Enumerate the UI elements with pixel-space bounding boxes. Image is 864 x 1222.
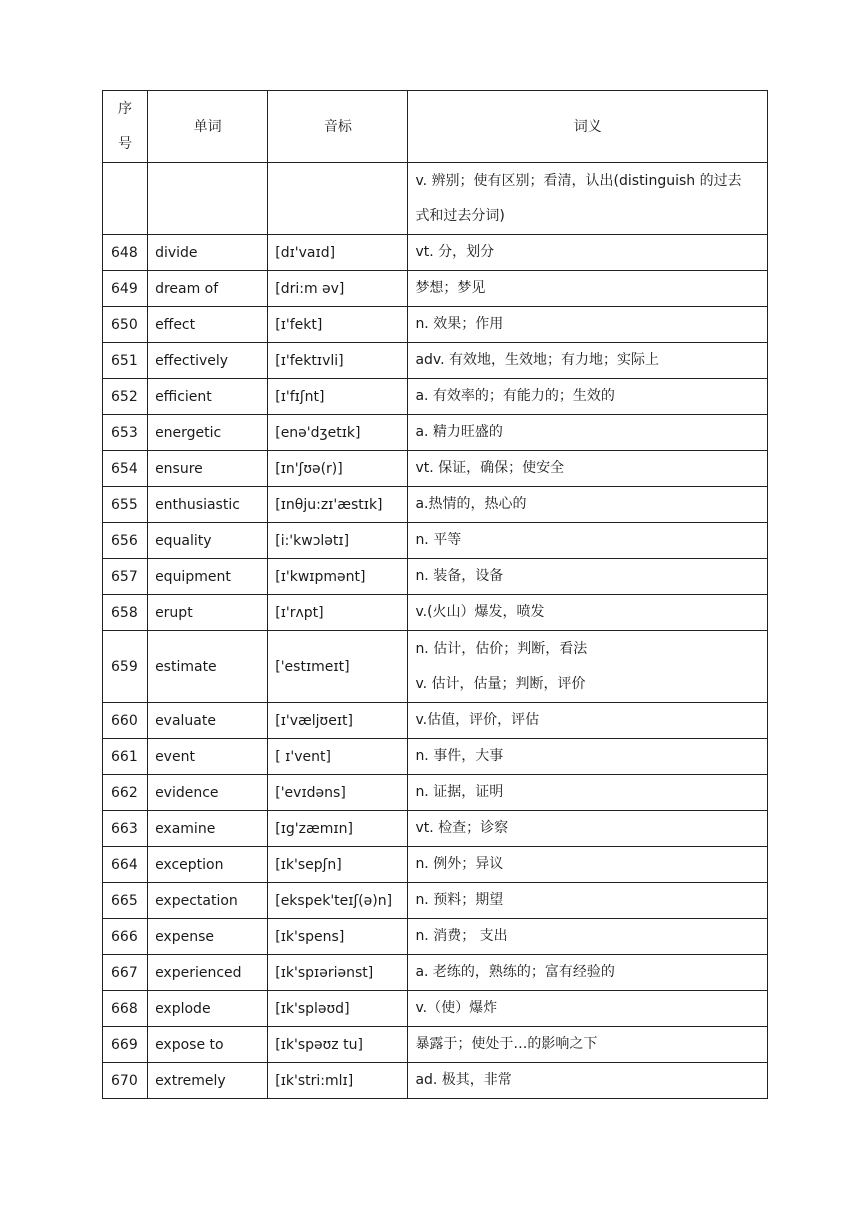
entry-word: equality [148, 523, 268, 559]
entry-word: erupt [148, 595, 268, 631]
entry-meaning [408, 379, 768, 415]
entry-number: 649 [103, 271, 148, 307]
table-row [103, 379, 768, 415]
entry-word: extremely [148, 1063, 268, 1099]
meaning-line: v. 辨别；使有区别；看清，认出(distinguish 的过去 [415, 172, 742, 189]
entry-number: 655 [103, 487, 148, 523]
table-row [103, 451, 768, 487]
header-number-line-2: 号 [118, 135, 133, 152]
entry-phonetic: ['evɪdəns] [268, 775, 408, 811]
entry-meaning [408, 955, 768, 991]
table-row [103, 955, 768, 991]
entry-phonetic [268, 163, 408, 235]
entry-number: 659 [103, 631, 148, 703]
entry-meaning [408, 1027, 768, 1063]
entry-meaning [408, 451, 768, 487]
meaning-line: 暴露于；使处于…的影响之下 [415, 1036, 598, 1052]
entry-phonetic: [ ɪ'vent] [268, 739, 408, 775]
entry-word: exception [148, 847, 268, 883]
entry-phonetic: [ɪk'spləʊd] [268, 991, 408, 1027]
entry-meaning [408, 343, 768, 379]
meaning-line: n. 效果；作用 [415, 316, 504, 332]
meaning-line: n. 消费； 支出 [415, 928, 508, 944]
meaning-line: n. 估计，估价；判断，看法 [415, 640, 588, 657]
table-row [103, 631, 768, 703]
table-row [103, 703, 768, 739]
meaning-line: v. 估计，估量；判断，评价 [415, 675, 586, 692]
table-row [103, 307, 768, 343]
meaning-line: n. 平等 [415, 532, 462, 548]
entry-word: equipment [148, 559, 268, 595]
table-row [103, 883, 768, 919]
entry-word: expense [148, 919, 268, 955]
entry-number: 658 [103, 595, 148, 631]
entry-number: 670 [103, 1063, 148, 1099]
header-meaning: 词义 [408, 91, 768, 163]
table-row [103, 1063, 768, 1099]
entry-number: 667 [103, 955, 148, 991]
table-row [103, 811, 768, 847]
meaning-line: a. 有效率的；有能力的；生效的 [415, 388, 615, 404]
entry-number: 652 [103, 379, 148, 415]
entry-phonetic: [ɪ'rʌpt] [268, 595, 408, 631]
entry-meaning [408, 991, 768, 1027]
entry-phonetic: [ɪnθju:zɪ'æstɪk] [268, 487, 408, 523]
table-row [103, 415, 768, 451]
entry-meaning [408, 559, 768, 595]
meaning-line: n. 事件，大事 [415, 748, 504, 764]
entry-word: examine [148, 811, 268, 847]
entry-meaning [408, 235, 768, 271]
table-header [103, 91, 768, 163]
entry-meaning [408, 523, 768, 559]
entry-number: 648 [103, 235, 148, 271]
entry-phonetic: ['estɪmeɪt] [268, 631, 408, 703]
entry-word: effect [148, 307, 268, 343]
meaning-line: n. 装备，设备 [415, 568, 504, 584]
entry-meaning [408, 883, 768, 919]
table-row [103, 487, 768, 523]
meaning-line: a. 精力旺盛的 [415, 424, 503, 440]
entry-meaning [408, 163, 768, 235]
entry-meaning [408, 811, 768, 847]
entry-meaning [408, 847, 768, 883]
entry-word: dream of [148, 271, 268, 307]
entry-number: 656 [103, 523, 148, 559]
entry-number: 663 [103, 811, 148, 847]
entry-number: 653 [103, 415, 148, 451]
entry-meaning [408, 595, 768, 631]
entry-number: 654 [103, 451, 148, 487]
meaning-line: v.估值，评价，评估 [415, 712, 540, 728]
entry-phonetic: [ɪ'fɪʃnt] [268, 379, 408, 415]
entry-meaning [408, 631, 768, 703]
entry-phonetic: [ɪ'fekt] [268, 307, 408, 343]
meaning-line: vt. 保证，确保；使安全 [415, 460, 565, 476]
table-row [103, 919, 768, 955]
entry-meaning [408, 919, 768, 955]
meaning-line: vt. 分，划分 [415, 244, 495, 260]
meaning-line: ad. 极其，非常 [415, 1072, 512, 1088]
entry-phonetic: [ɪk'spens] [268, 919, 408, 955]
meaning-line: v.(火山）爆发，喷发 [415, 604, 545, 620]
entry-word: divide [148, 235, 268, 271]
meaning-line: v.（使）爆炸 [415, 1000, 498, 1016]
entry-word: effectively [148, 343, 268, 379]
entry-word: explode [148, 991, 268, 1027]
meaning-line: n. 证据，证明 [415, 784, 504, 800]
entry-number: 669 [103, 1027, 148, 1063]
meaning-line: n. 预料；期望 [415, 892, 504, 908]
table-row [103, 559, 768, 595]
meaning-line: adv. 有效地，生效地；有力地；实际上 [415, 352, 660, 368]
entry-word: estimate [148, 631, 268, 703]
entry-phonetic: [ɪk'spəʊz tu] [268, 1027, 408, 1063]
entry-word: expectation [148, 883, 268, 919]
entry-phonetic: [ɪg'zæmɪn] [268, 811, 408, 847]
entry-phonetic: [ɪ'væljʊeɪt] [268, 703, 408, 739]
meaning-line: a. 老练的，熟练的；富有经验的 [415, 964, 615, 980]
entry-meaning [408, 775, 768, 811]
entry-phonetic: [ɪk'spɪəriənst] [268, 955, 408, 991]
table-row [103, 163, 768, 235]
meaning-line: n. 例外；异议 [415, 856, 504, 872]
entry-word: experienced [148, 955, 268, 991]
header-row [103, 91, 768, 163]
entry-number: 651 [103, 343, 148, 379]
meaning-line: 式和过去分词) [415, 207, 505, 224]
entry-number: 660 [103, 703, 148, 739]
entry-word: expose to [148, 1027, 268, 1063]
entry-number: 664 [103, 847, 148, 883]
entry-word: evaluate [148, 703, 268, 739]
entry-meaning [408, 739, 768, 775]
table-row [103, 523, 768, 559]
entry-word: efficient [148, 379, 268, 415]
entry-phonetic: [dri:m əv] [268, 271, 408, 307]
entry-word [148, 163, 268, 235]
entry-phonetic: [ɪk'stri:mlɪ] [268, 1063, 408, 1099]
entry-meaning [408, 487, 768, 523]
entry-number: 662 [103, 775, 148, 811]
entry-number [103, 163, 148, 235]
entry-phonetic: [i:'kwɔlətɪ] [268, 523, 408, 559]
header-phonetic: 音标 [268, 91, 408, 163]
header-number [103, 91, 148, 163]
table-row [103, 775, 768, 811]
entry-meaning [408, 1063, 768, 1099]
meaning-line: a.热情的，热心的 [415, 496, 527, 512]
table-row [103, 595, 768, 631]
entry-word: ensure [148, 451, 268, 487]
entry-number: 657 [103, 559, 148, 595]
entry-phonetic: [ɪk'sepʃn] [268, 847, 408, 883]
table-row [103, 991, 768, 1027]
entry-word: energetic [148, 415, 268, 451]
entry-word: enthusiastic [148, 487, 268, 523]
entry-number: 661 [103, 739, 148, 775]
header-word: 单词 [148, 91, 268, 163]
entry-phonetic: [dɪ'vaɪd] [268, 235, 408, 271]
entry-meaning [408, 703, 768, 739]
entry-meaning [408, 307, 768, 343]
entry-word: event [148, 739, 268, 775]
entry-word: evidence [148, 775, 268, 811]
table-row [103, 847, 768, 883]
entry-phonetic: [ɪ'kwɪpmənt] [268, 559, 408, 595]
meaning-line: 梦想；梦见 [415, 280, 486, 296]
meaning-line: vt. 检查；诊察 [415, 820, 509, 836]
table-row [103, 739, 768, 775]
header-number-line-1: 序 [118, 100, 133, 117]
entry-phonetic: [ekspek'teɪʃ(ə)n] [268, 883, 408, 919]
entry-number: 665 [103, 883, 148, 919]
table-row [103, 235, 768, 271]
table-row [103, 1027, 768, 1063]
table-row [103, 343, 768, 379]
table-row [103, 271, 768, 307]
table-body [103, 163, 768, 1099]
entry-phonetic: [enə'dʒetɪk] [268, 415, 408, 451]
entry-meaning [408, 271, 768, 307]
entry-meaning [408, 415, 768, 451]
vocabulary-table [102, 90, 768, 1099]
entry-phonetic: [ɪ'fektɪvli] [268, 343, 408, 379]
entry-number: 650 [103, 307, 148, 343]
entry-number: 666 [103, 919, 148, 955]
entry-phonetic: [ɪn'ʃʊə(r)] [268, 451, 408, 487]
entry-number: 668 [103, 991, 148, 1027]
